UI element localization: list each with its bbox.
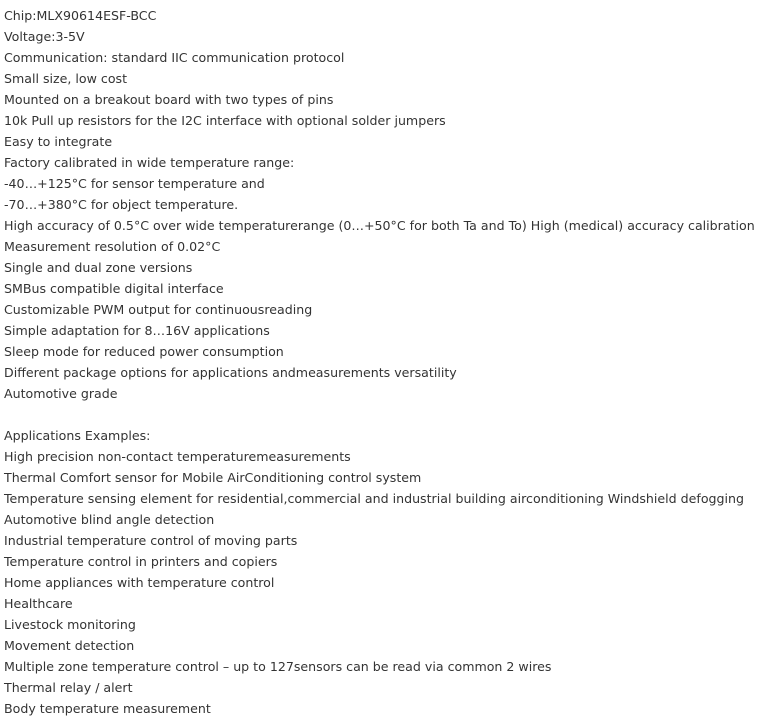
spec-item: Single and dual zone versions [4, 260, 193, 275]
spec-item: Sleep mode for reduced power consumption [4, 344, 284, 359]
spec-item: Simple adaptation for 8…16V applications [4, 323, 270, 338]
spec-item: Measurement resolution of 0.02°C [4, 239, 221, 254]
application-item: Body temperature measurement [4, 701, 211, 716]
spec-chip: Chip:MLX90614ESF-BCC [4, 8, 157, 23]
application-item: Multiple zone temperature control – up to 127sensors can be read via common 2 wires [4, 659, 552, 674]
spec-item: SMBus compatible digital interface [4, 281, 224, 296]
spec-item: Small size, low cost [4, 71, 128, 86]
product-description [4, 5, 755, 719]
application-item: Temperature control in printers and copiers [4, 554, 278, 569]
application-item: Healthcare [4, 596, 73, 611]
application-item: Industrial temperature control of moving parts [4, 533, 298, 548]
spec-item: Customizable PWM output for continuousreading [4, 302, 313, 317]
spec-item: -40…+125°C for sensor temperature and [4, 176, 265, 191]
application-item: Temperature sensing element for residential,commercial and industrial building airconditioning Windshield defogging [4, 491, 745, 506]
spec-item: Easy to integrate [4, 134, 113, 149]
spec-item: Factory calibrated in wide temperature range: [4, 155, 295, 170]
application-item: Home appliances with temperature control [4, 575, 275, 590]
spec-communication: Communication: standard IIC communication protocol [4, 50, 345, 65]
spec-item: -70…+380°C for object temperature. [4, 197, 239, 212]
application-item: Automotive blind angle detection [4, 512, 215, 527]
spec-item: Mounted on a breakout board with two types of pins [4, 92, 334, 107]
spacer [4, 404, 755, 425]
application-item: Thermal relay / alert [4, 680, 133, 695]
applications-heading: Applications Examples: [4, 428, 151, 443]
spec-item: 10k Pull up resistors for the I2C interface with optional solder jumpers [4, 113, 446, 128]
applications-section [4, 425, 755, 719]
spec-item: Automotive grade [4, 386, 118, 401]
spec-item: High accuracy of 0.5°C over wide temperaturerange (0…+50°C for both Ta and To) High (medical) accuracy calibration [4, 218, 755, 233]
spec-list [4, 5, 755, 404]
application-item: Livestock monitoring [4, 617, 136, 632]
application-item: Movement detection [4, 638, 135, 653]
spec-voltage: Voltage:3-5V [4, 29, 85, 44]
application-item: High precision non-contact temperaturemeasurements [4, 449, 351, 464]
spec-item: Different package options for applications andmeasurements versatility [4, 365, 457, 380]
application-item: Thermal Comfort sensor for Mobile AirConditioning control system [4, 470, 422, 485]
